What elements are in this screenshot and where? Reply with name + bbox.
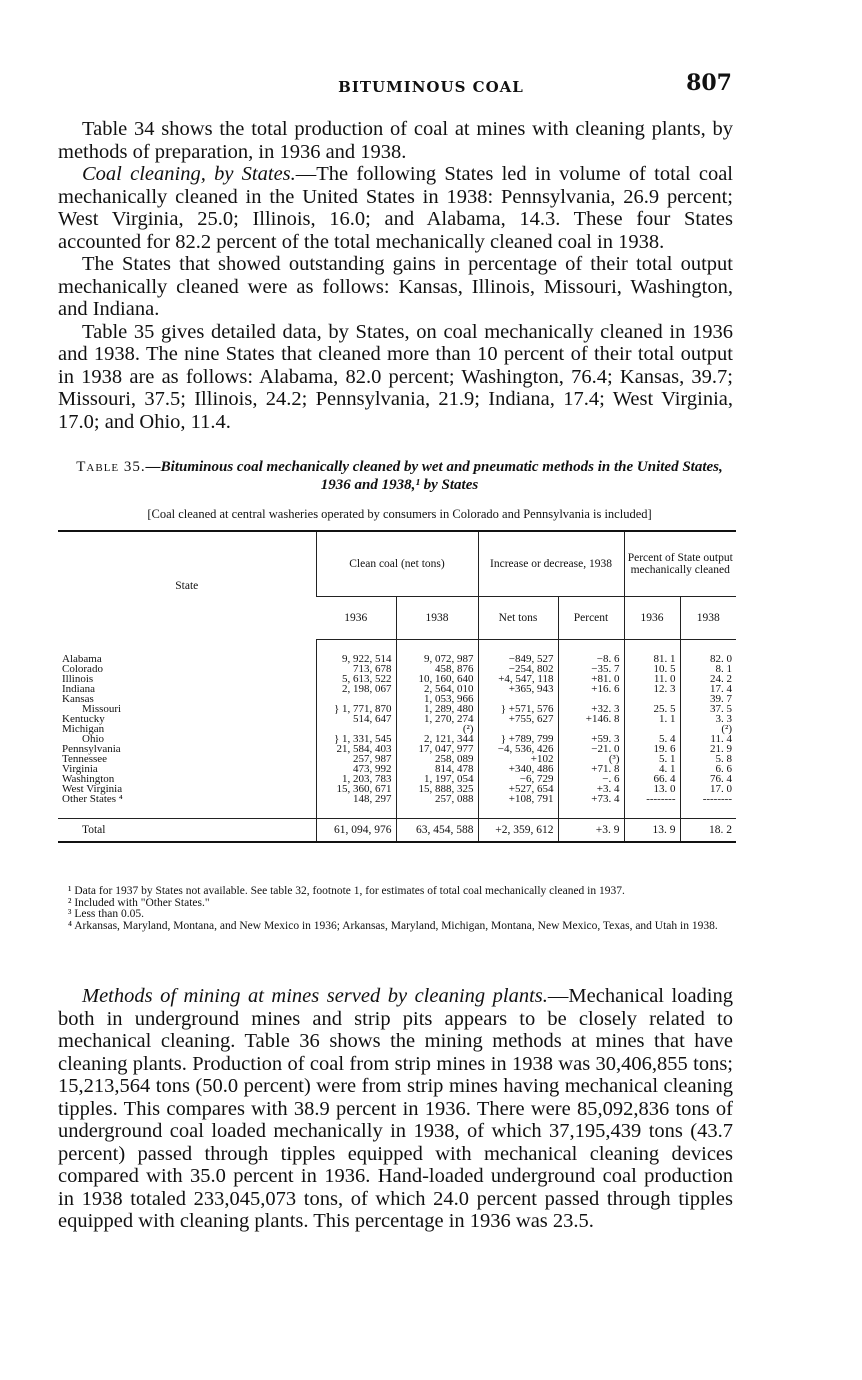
table-row	[58, 744, 736, 754]
table-note: [Coal cleaned at central washeries operated by consumers in Colorado and Pennsylvania is included]	[147, 507, 652, 521]
cell-pct-1938: --------	[680, 794, 736, 804]
cell-percent: +81. 0	[558, 674, 624, 684]
total-clean-1936: 61, 094, 976	[316, 819, 396, 843]
header-clean-coal: Clean coal (net tons)	[316, 531, 478, 597]
cell-percent: +146. 8	[558, 714, 624, 724]
table-row	[58, 684, 736, 694]
cell-clean-1938: 10, 160, 640	[396, 674, 478, 684]
total-pct-1938: 18. 2	[680, 819, 736, 843]
header-state: State	[58, 531, 316, 640]
cell-clean-1938: 1, 270, 274	[396, 714, 478, 724]
cell-clean-1938: 2, 121, 344	[396, 734, 478, 744]
cell-pct-1936: 66. 4	[624, 774, 680, 784]
cell-percent: +73. 4	[558, 794, 624, 804]
header-clean-1938: 1938	[396, 597, 478, 640]
cell-clean-1938: 1, 197, 054	[396, 774, 478, 784]
header-percent-state: Percent of State output mechanically cleaned	[624, 531, 736, 597]
cell-pct-1938: 17. 4	[680, 684, 736, 694]
cell-clean-1936: 9, 922, 514	[316, 654, 396, 664]
cell-pct-1938: 8. 1	[680, 664, 736, 674]
cell-net-tons: +102	[478, 754, 558, 764]
cell-net-tons: +527, 654	[478, 784, 558, 794]
cell-pct-1936: 81. 1	[624, 654, 680, 664]
cell-pct-1938: 76. 4	[680, 774, 736, 784]
cell-state: Washington	[62, 773, 115, 785]
total-net-tons: +2, 359, 612	[478, 819, 558, 843]
cell-pct-1936: 5. 4	[624, 734, 680, 744]
paragraph-3: The States that showed outstanding gains in percentage of their total output mechanically cleaned were as follows: Kansas, Illinois, Missouri, Washington, and Indiana.	[58, 253, 733, 320]
table-row	[58, 754, 736, 764]
cell-net-tons: +365, 943	[478, 684, 558, 694]
table-row	[58, 674, 736, 684]
cell-state: Indiana	[62, 683, 95, 695]
cell-clean-1936: 148, 297	[316, 794, 396, 804]
table-row	[58, 764, 736, 774]
footnote-1: ¹ Data for 1937 by States not available. See table 32, footnote 1, for estimates of total coal mechanically cleaned in 1937.	[68, 885, 625, 897]
cell-percent: +32. 3	[558, 704, 624, 714]
cell-clean-1938: 1, 053, 966	[396, 694, 478, 704]
cell-percent: −8. 6	[558, 654, 624, 664]
paragraph-2-body: —The following States led in volume of total coal mechanically cleaned in the United States in 1938: Pennsylvania, 26.9 percent; West Virginia, 25.0; Illinois, 16.0; and Alabama, 14.3. These four States accounted for 82.2 percent of the total mechanically cleaned coal in 1938.	[58, 163, 733, 253]
cell-percent: +3. 4	[558, 784, 624, 794]
cell-clean-1936: } 1, 771, 870	[316, 704, 396, 714]
cell-clean-1938: (²)	[396, 724, 478, 734]
cell-pct-1936: 1. 1	[624, 714, 680, 724]
cell-clean-1938: 1, 289, 480	[396, 704, 478, 714]
paragraph-1: Table 34 shows the total production of coal at mines with cleaning plants, by methods of preparation, in 1936 and 1938.	[58, 118, 733, 163]
header-increase: Increase or decrease, 1938	[478, 531, 624, 597]
cell-pct-1938: 82. 0	[680, 654, 736, 664]
cell-pct-1936: 12. 3	[624, 684, 680, 694]
cell-net-tons: −254, 802	[478, 664, 558, 674]
cell-pct-1938: 3. 3	[680, 714, 736, 724]
cell-net-tons: −6, 729	[478, 774, 558, 784]
paragraph-2-lead: Coal cleaning, by States.	[82, 163, 296, 185]
cell-clean-1936: 1, 203, 783	[316, 774, 396, 784]
table-row	[58, 734, 736, 744]
table-footnotes	[58, 886, 736, 932]
paragraph-5-lead: Methods of mining at mines served by cleaning plants.	[82, 985, 548, 1007]
cell-percent: −. 6	[558, 774, 624, 784]
cell-state: Michigan	[62, 723, 105, 735]
cell-clean-1938: 15, 888, 325	[396, 784, 478, 794]
cell-state: Pennsylvania	[62, 743, 121, 755]
cell-pct-1938: 24. 2	[680, 674, 736, 684]
footnote-3: ³ Less than 0.05.	[68, 908, 144, 920]
table-title: —Bituminous coal mechanically cleaned by wet and pneumatic methods in the United States, 1936 and 1938,¹ by States	[145, 459, 723, 493]
cell-net-tons: +4, 547, 118	[478, 674, 558, 684]
cell-state: Ohio	[82, 733, 104, 745]
table-row	[58, 704, 736, 714]
cell-clean-1938: 814, 478	[396, 764, 478, 774]
cell-pct-1938: (²)	[680, 724, 736, 734]
top-text-block	[58, 118, 733, 433]
cell-pct-1936: 10. 5	[624, 664, 680, 674]
table-row	[58, 724, 736, 734]
cell-pct-1938: 39. 7	[680, 694, 736, 704]
cell-net-tons: +340, 486	[478, 764, 558, 774]
cell-state: Colorado	[62, 663, 103, 675]
cell-pct-1936: 13. 0	[624, 784, 680, 794]
table-row	[58, 654, 736, 664]
header-pct-1936: 1936	[624, 597, 680, 640]
cell-pct-1936: 25. 5	[624, 704, 680, 714]
header-net-tons: Net tons	[478, 597, 558, 640]
cell-pct-1936: --------	[624, 794, 680, 804]
cell-clean-1936: 473, 992	[316, 764, 396, 774]
cell-percent: +71. 8	[558, 764, 624, 774]
cell-clean-1938: 257, 088	[396, 794, 478, 804]
cell-pct-1936: 19. 6	[624, 744, 680, 754]
cell-clean-1938: 258, 089	[396, 754, 478, 764]
paragraph-5	[58, 985, 733, 1233]
cell-percent: +59. 3	[558, 734, 624, 744]
cell-pct-1938: 21. 9	[680, 744, 736, 754]
cell-percent: (³)	[558, 754, 624, 764]
cell-clean-1936: 21, 584, 403	[316, 744, 396, 754]
cell-clean-1938: 2, 564, 010	[396, 684, 478, 694]
cell-net-tons: +108, 791	[478, 794, 558, 804]
header-pct-1938: 1938	[680, 597, 736, 640]
paragraph-4: Table 35 gives detailed data, by States, on coal mechanically cleaned in 1936 and 1938. The nine States that cleaned more than 10 percent of their total output in 1938 are as follows: Alabama, 82.0 percent; Washington, 76.4; Kansas, 39.7; Missouri, 37.5; Illinois, 24.2; Pennsylvania, 21.9; Indiana, 17.4; West Virginia, 17.0; and Ohio, 11.4.	[58, 320, 733, 433]
paragraph-5-body: —Mechanical loading both in underground mines and strip pits appears to be closely related to mechanical cleaning. Table 36 shows the mining methods at mines that have cleaning plants. Production of coal from strip mines in 1938 was 30,406,855 tons; 15,213,564 tons (50.0 percent) were from strip mines having mechanical cleaning tipples. This compares with 38.9 percent in 1936. There were 85,092,836 tons of underground coal loaded mechanically in 1938, of which 37,195,439 tons (43.7 percent) passed through tipples equipped with mechanical cleaning devices compared with 35.0 percent in 1936. Hand-loaded underground coal production in 1938 totaled 233,045,073 tons, of which 24.0 percent passed through tipples equipped with cleaning plants. This percentage in 1936 was 23.5.	[58, 985, 733, 1232]
cell-clean-1938: 9, 072, 987	[396, 654, 478, 664]
cell-state: Other States ⁴	[62, 793, 123, 805]
cell-net-tons: } +571, 576	[478, 704, 558, 714]
cell-net-tons: −849, 527	[478, 654, 558, 664]
cell-clean-1936: 2, 198, 067	[316, 684, 396, 694]
table-label: Table 35.	[76, 459, 146, 475]
cell-state: Tennessee	[62, 753, 108, 765]
cell-clean-1936: 514, 647	[316, 714, 396, 724]
total-clean-1938: 63, 454, 588	[396, 819, 478, 843]
cell-state: Kentucky	[62, 713, 105, 725]
cell-net-tons: −4, 536, 426	[478, 744, 558, 754]
cell-pct-1936: 4. 1	[624, 764, 680, 774]
cell-pct-1938: 17. 0	[680, 784, 736, 794]
header-percent: Percent	[558, 597, 624, 640]
table-row	[58, 664, 736, 674]
cell-clean-1938: 17, 047, 977	[396, 744, 478, 754]
cell-percent: −21. 0	[558, 744, 624, 754]
header-clean-1936: 1936	[316, 597, 396, 640]
table-row	[58, 794, 736, 804]
table-row	[58, 714, 736, 724]
table-total-row	[58, 819, 736, 843]
cell-state: Virginia	[62, 763, 98, 775]
footnote-4: ⁴ Arkansas, Maryland, Montana, and New Mexico in 1936; Arkansas, Maryland, Michigan, Montana, New Mexico, Texas, and Utah in 1938.	[68, 919, 718, 932]
cell-clean-1936: 15, 360, 671	[316, 784, 396, 794]
coal-cleaning-table	[58, 530, 736, 843]
page-number: 807	[686, 70, 732, 96]
cell-pct-1938: 6. 6	[680, 764, 736, 774]
bottom-text-block	[58, 985, 733, 1233]
cell-pct-1938: 11. 4	[680, 734, 736, 744]
cell-pct-1938: 5. 8	[680, 754, 736, 764]
cell-state: Kansas	[62, 693, 94, 705]
table-row	[58, 694, 736, 704]
table-row	[58, 784, 736, 794]
total-percent: +3. 9	[558, 819, 624, 843]
cell-pct-1936: 11. 0	[624, 674, 680, 684]
cell-clean-1938: 458, 876	[396, 664, 478, 674]
cell-clean-1936: } 1, 331, 545	[316, 734, 396, 744]
total-label: Total	[58, 819, 316, 843]
cell-state: West Virginia	[62, 783, 123, 795]
table-row	[58, 774, 736, 784]
cell-net-tons: } +789, 799	[478, 734, 558, 744]
paragraph-2	[58, 163, 733, 253]
total-pct-1936: 13. 9	[624, 819, 680, 843]
footnote-2: ² Included with "Other States."	[68, 896, 210, 909]
cell-clean-1936: 713, 678	[316, 664, 396, 674]
cell-percent: +16. 6	[558, 684, 624, 694]
cell-clean-1936: 257, 987	[316, 754, 396, 764]
cell-state: Illinois	[62, 673, 94, 685]
cell-clean-1936: 5, 613, 522	[316, 674, 396, 684]
cell-percent: −35. 7	[558, 664, 624, 674]
cell-state: Missouri	[82, 703, 122, 715]
cell-pct-1936: 5. 1	[624, 754, 680, 764]
cell-net-tons: +755, 627	[478, 714, 558, 724]
table-caption	[62, 458, 737, 494]
running-header-title: BITUMINOUS COAL	[338, 78, 524, 96]
cell-pct-1938: 37. 5	[680, 704, 736, 714]
cell-state: Alabama	[62, 653, 102, 665]
